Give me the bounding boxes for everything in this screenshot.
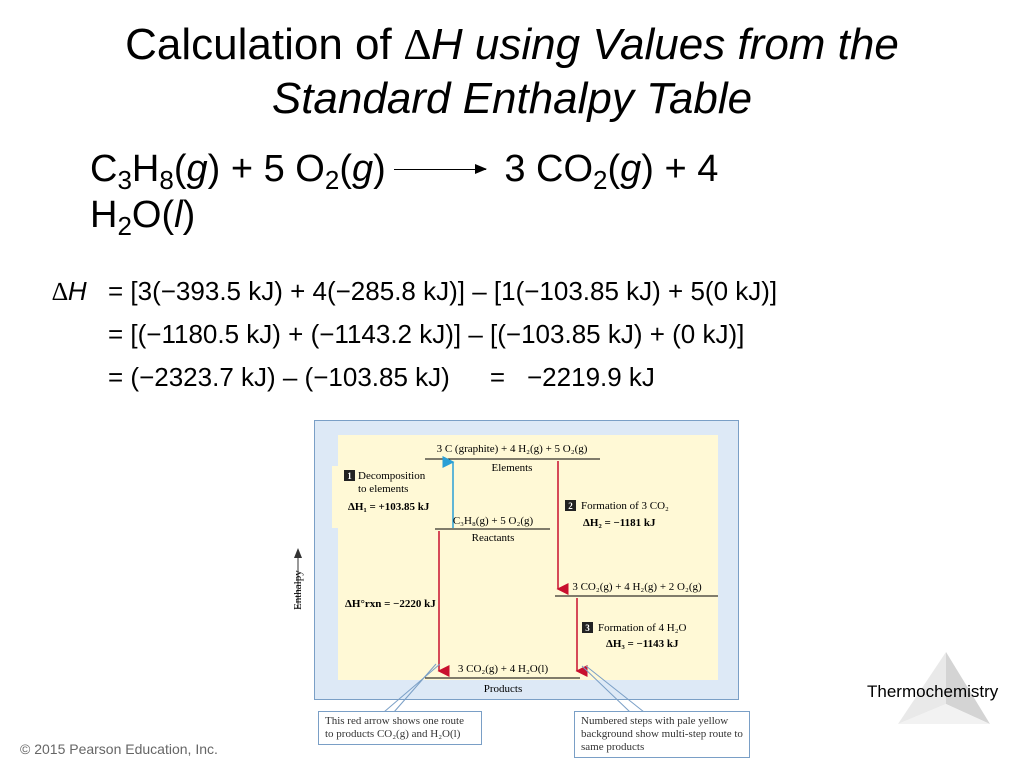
enthalpy-axis-label-svg bbox=[286, 552, 308, 612]
calc-result: −2219.9 kJ bbox=[527, 362, 655, 392]
left-callout-line-2 bbox=[394, 664, 436, 712]
calc-row-1: ∆H = [3(−393.5 kJ) + 4(−285.8 kJ)] – [1(−103.85 kJ) + 5(0 kJ)] bbox=[52, 270, 777, 313]
delta-symbol: ∆ bbox=[403, 20, 431, 69]
enthalpy-axis-label: Enthalpy bbox=[292, 570, 304, 610]
carbon-dioxide: $CO_2(g)$ bbox=[536, 148, 654, 195]
oxygen: $O_2(g)$ bbox=[295, 148, 386, 195]
water: $H_2O(l)$ bbox=[90, 194, 196, 241]
title-line-2: Standard Enthalpy Table bbox=[271, 74, 753, 123]
svg-text:1: 1 bbox=[347, 471, 352, 481]
right-callout-line-2 bbox=[586, 666, 644, 712]
reactants-caption: Reactants bbox=[471, 532, 515, 544]
reaction-arrow-icon bbox=[394, 169, 486, 170]
chapter-label: Thermochemistry bbox=[867, 682, 999, 701]
callout-right: Numbered steps with pale yellow background show multi-step route to same products bbox=[574, 711, 750, 758]
elements-level-label: 3 C (graphite) + 4 H₂(g) + 5 O₂(g) bbox=[436, 443, 588, 455]
step1-text-1: Decomposition bbox=[358, 470, 426, 482]
delta-h-label: ∆H bbox=[52, 276, 87, 306]
left-callout-line bbox=[384, 664, 440, 712]
callout-left: This red arrow shows one route to products CO₂(g) and H₂O(l) bbox=[318, 711, 482, 745]
step3-text: Formation of 4 H₂O bbox=[598, 622, 687, 634]
step2-value: ΔH₂ = −1181 kJ bbox=[583, 517, 656, 529]
svg-text:2: 2 bbox=[568, 501, 573, 511]
elements-caption: Elements bbox=[491, 462, 533, 474]
copyright: © 2015 Pearson Education, Inc. bbox=[20, 741, 218, 757]
products-caption: Products bbox=[483, 683, 523, 695]
step2-text: Formation of 3 CO₂ bbox=[581, 500, 669, 512]
step1-text-2: to elements bbox=[358, 483, 409, 495]
title-line-1: Calculation of ∆H using Values from the bbox=[125, 20, 899, 69]
slide-title bbox=[0, 18, 1024, 126]
svg-text:3: 3 bbox=[585, 623, 590, 633]
calc-row-3: = (−2323.7 kJ) – (−103.85 kJ) = −2219.9 kJ bbox=[52, 356, 777, 399]
calc-row-2: = [(−1180.5 kJ) + (−1143.2 kJ)] – [(−103.85 kJ) + (0 kJ)] bbox=[108, 319, 745, 349]
reaction-equation: $C_3H_8(g) + 5$ $O_2(g)$ 3 $CO_2(g) + 4$ $H_2O(l)$ bbox=[90, 148, 719, 241]
propane: $C_3H_8(g)$ bbox=[90, 148, 221, 195]
enthalpy-calculation bbox=[52, 270, 777, 399]
enthalpy-diagram-svg bbox=[315, 421, 738, 699]
step3-value: ΔH₃ = −1143 kJ bbox=[606, 638, 679, 650]
step1-value: ΔH₁ = +103.85 kJ bbox=[348, 501, 430, 513]
reactants-level-label: C₃H₈(g) + 5 O₂(g) bbox=[452, 515, 534, 527]
right-callout-line bbox=[582, 666, 630, 712]
intermediate-level-label: 3 CO₂(g) + 4 H₂(g) + 2 O₂(g) bbox=[572, 581, 702, 593]
rxn-value: ΔH°rxn = −2220 kJ bbox=[345, 598, 436, 610]
enthalpy-diagram bbox=[314, 420, 739, 700]
callout-pointers bbox=[314, 660, 754, 716]
products-level-label: 3 CO₂(g) + 4 H₂O(l) bbox=[457, 663, 549, 675]
